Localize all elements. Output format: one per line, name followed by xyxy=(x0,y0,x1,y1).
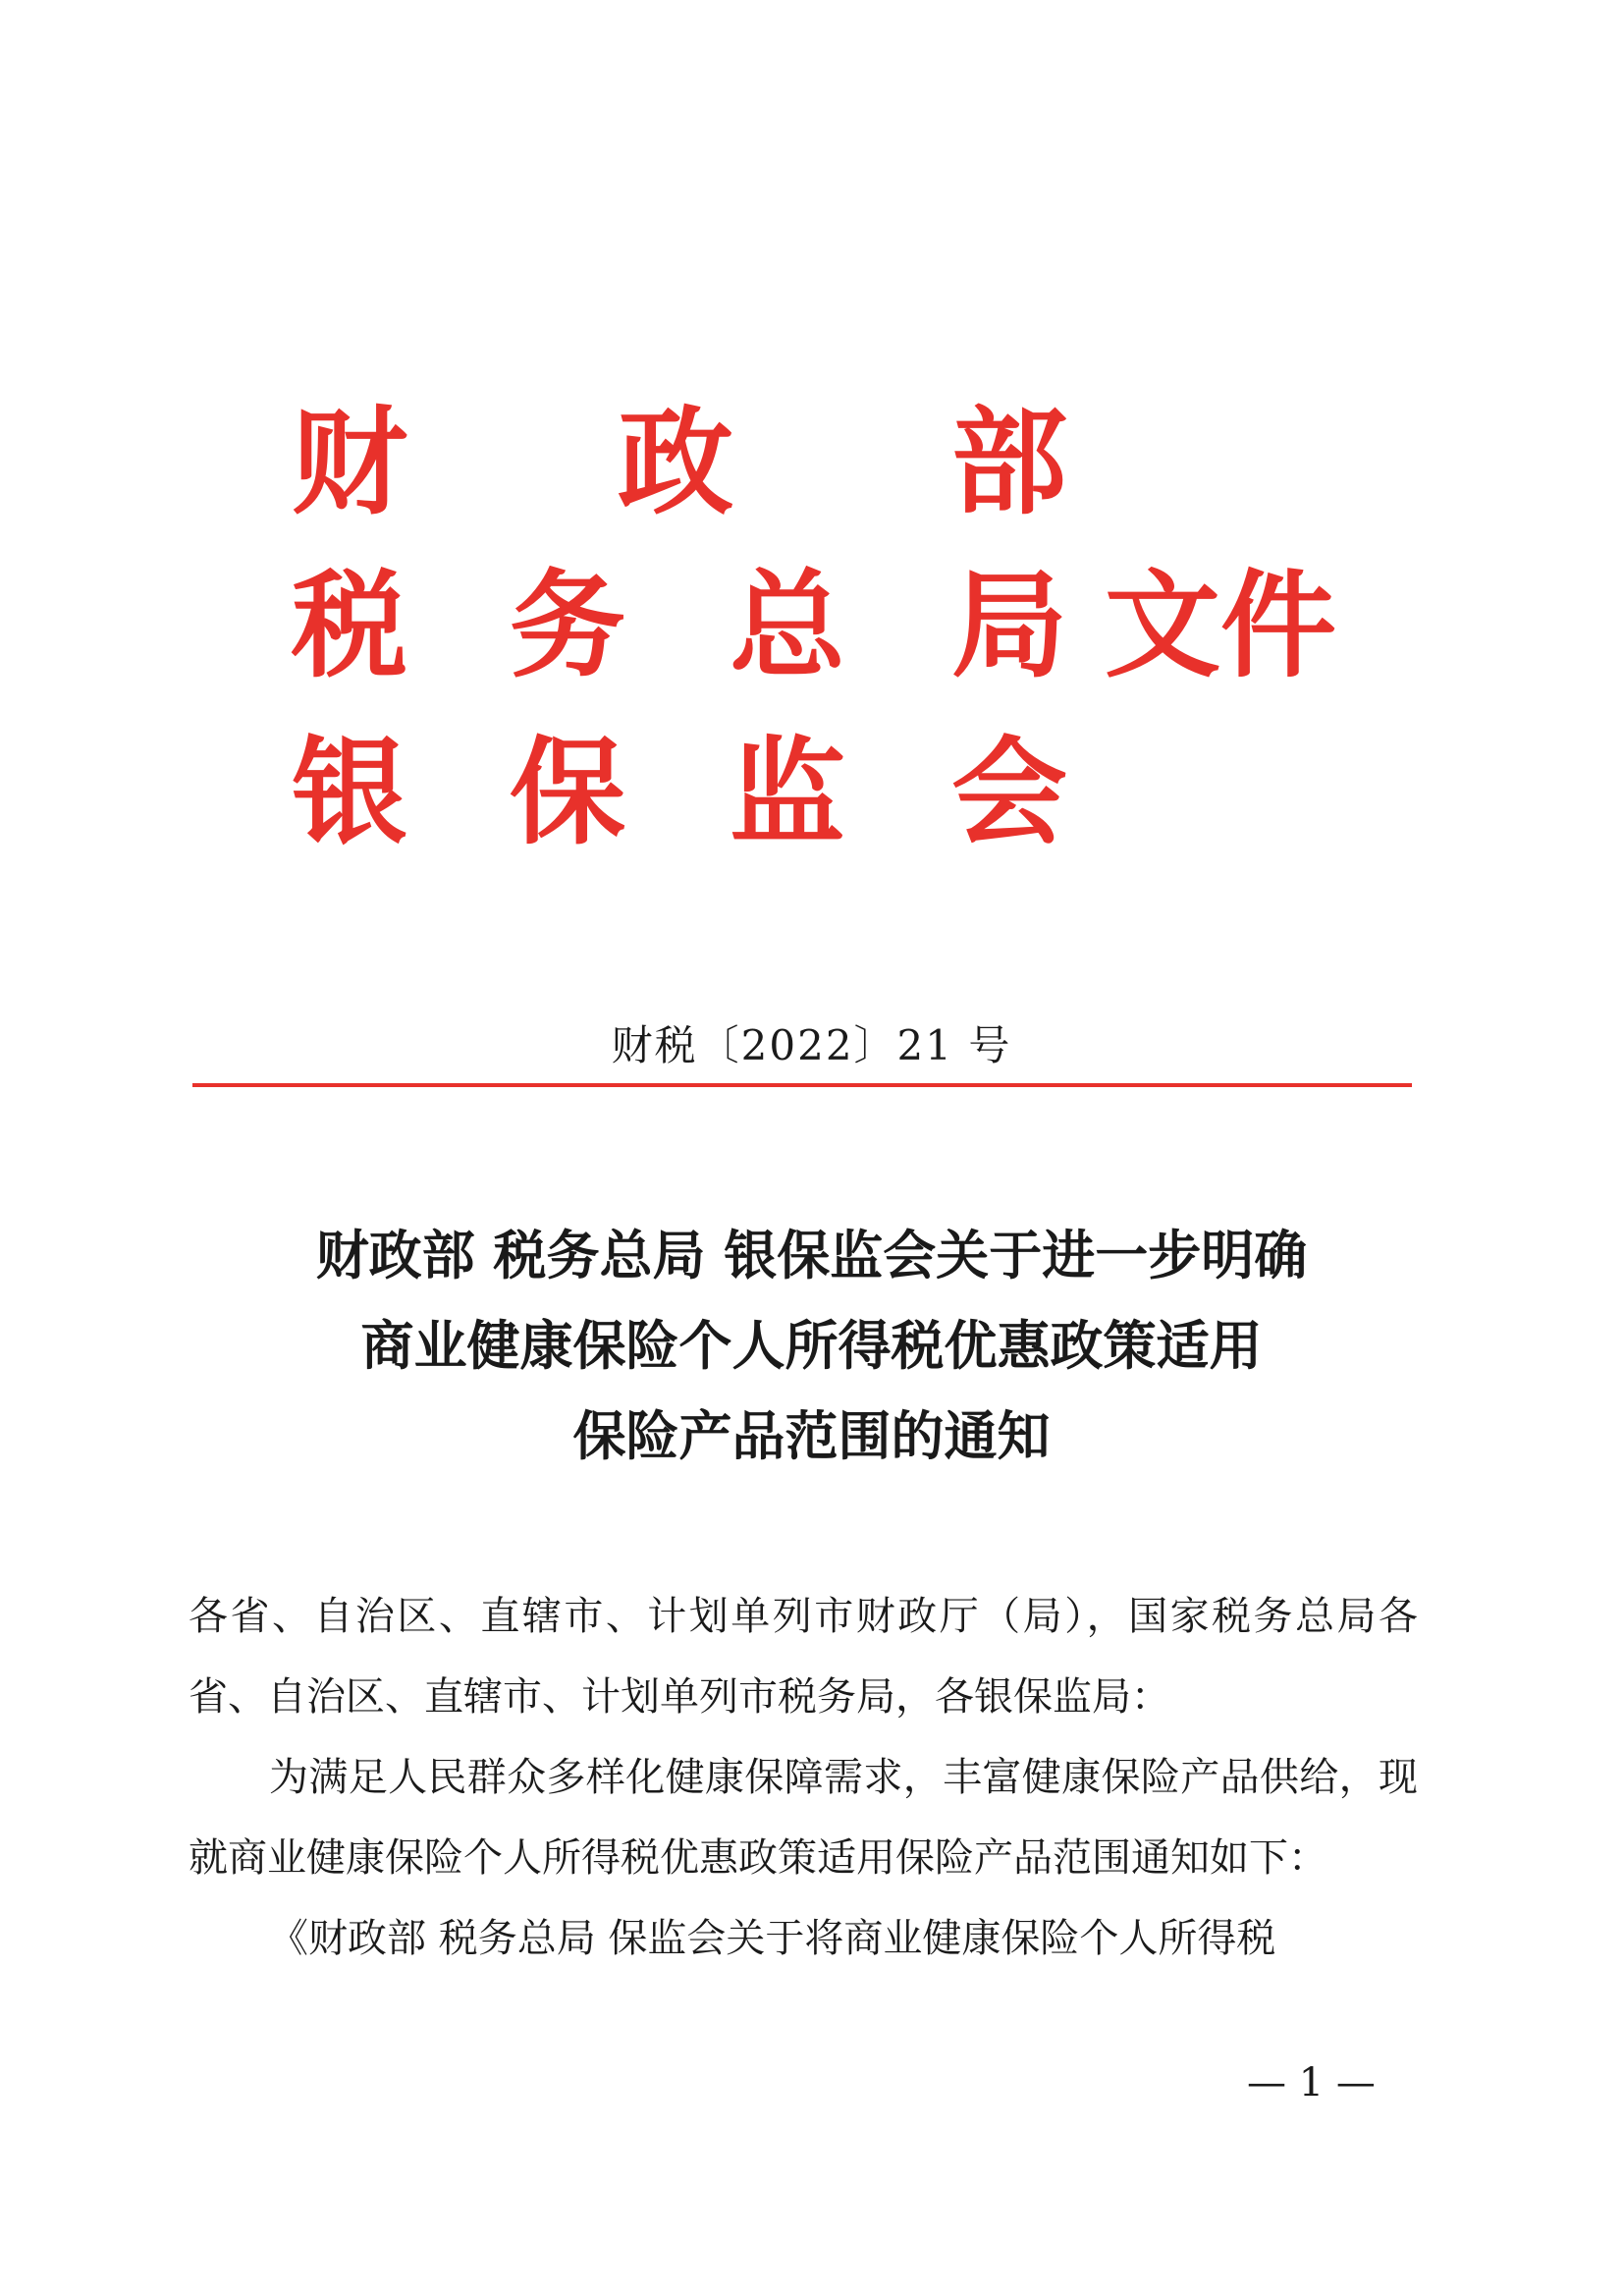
document-masthead xyxy=(0,0,1623,884)
document-title xyxy=(157,1211,1466,1482)
masthead-char: 税 xyxy=(291,557,407,693)
title-line: 保险产品范围的通知 xyxy=(572,1405,1051,1467)
masthead-char: 部 xyxy=(950,394,1067,530)
masthead-char: 总 xyxy=(729,557,845,693)
masthead-char: 监 xyxy=(729,724,845,860)
page-number: — 1 — xyxy=(1247,2060,1376,2105)
salutation: 各省、自治区、直辖市、计划单列市财政厅（局），国家税务总局各省、自治区、直辖市、计划单列市税务局，各银保监局： xyxy=(189,1594,1418,1720)
body-paragraph: 为满足人民群众多样化健康保障需求，丰富健康保险产品供给，现就商业健康保险个人所得税优惠政策适用保险产品范围通知如下： xyxy=(189,1755,1418,1881)
red-separator-line xyxy=(192,1083,1412,1087)
document-body xyxy=(189,1576,1418,1979)
masthead-char: 财 xyxy=(291,394,407,530)
masthead-document-suffix: 文件 xyxy=(1105,557,1337,693)
title-line: 商业健康保险个人所得税优惠政策适用 xyxy=(360,1315,1263,1377)
document-number: 财税〔2022〕21 号 xyxy=(611,1021,1012,1069)
title-line: 财政部 税务总局 银保监会关于进一步明确 xyxy=(315,1225,1308,1286)
masthead-char: 会 xyxy=(950,724,1067,860)
body-paragraph: 《财政部 税务总局 保监会关于将商业健康保险个人所得税 xyxy=(269,1916,1276,1961)
masthead-char: 局 xyxy=(950,557,1067,693)
masthead-char: 保 xyxy=(509,724,625,860)
masthead-char: 银 xyxy=(291,724,407,860)
masthead-char: 政 xyxy=(617,394,733,530)
masthead-char: 务 xyxy=(509,557,625,693)
